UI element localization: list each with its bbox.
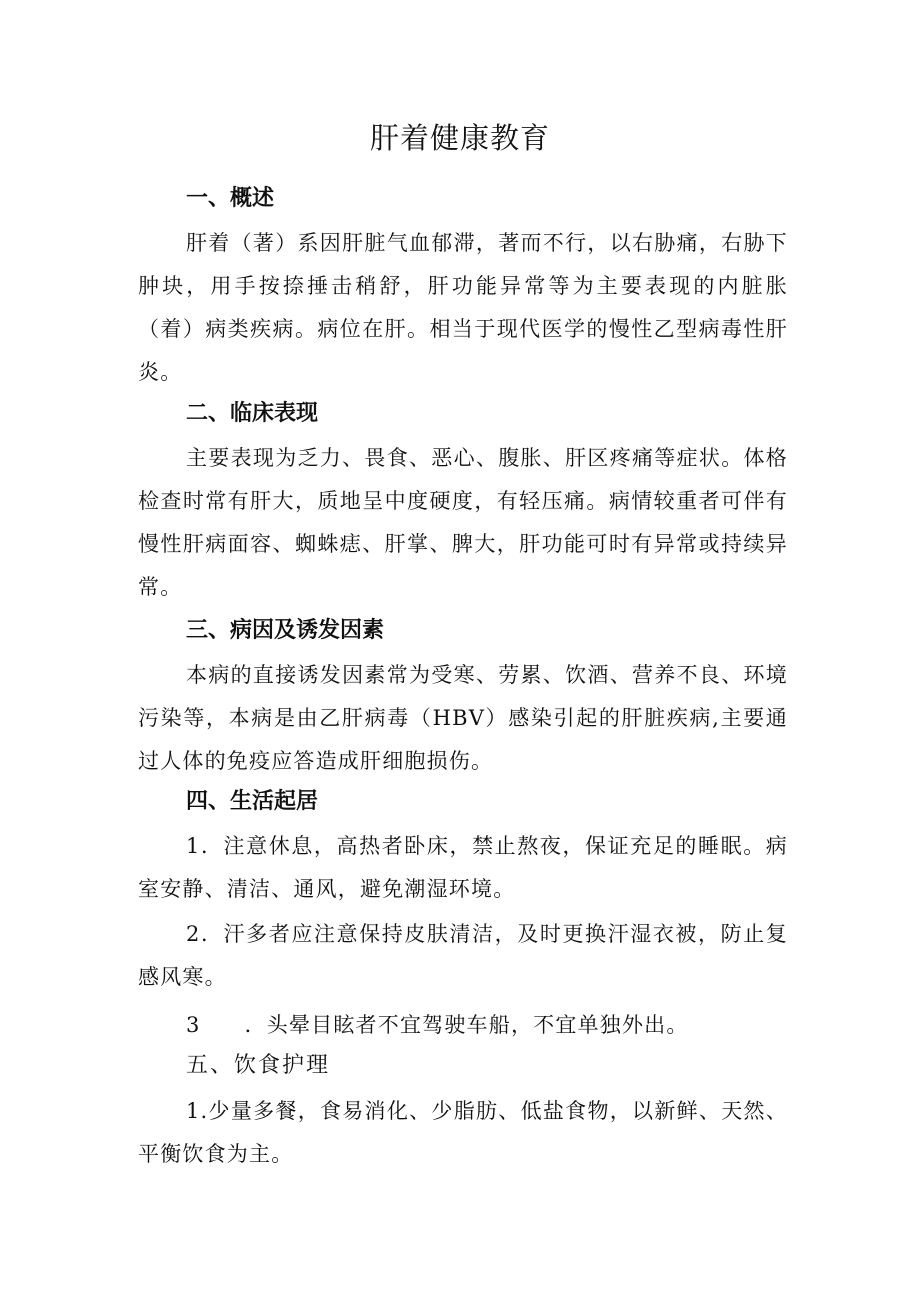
paragraph-daily-life-3 (186, 1010, 689, 1040)
section-heading-clinical: 二、临床表现 (186, 401, 319, 426)
paragraph-overview: 肝着（著）系因肝脏气血郁滞，著而不行，以右胁痛，右胁下肿块，用手按捺捶击稍舒，肝功能异常等为主要表现的内脏胀（着）病类疾病。病位在肝。相当于现代医学的慢性乙型病毒性肝炎。 (138, 231, 788, 384)
section-heading-causes: 三、病因及诱发因素 (186, 618, 385, 643)
paragraph-diet-1: 1.少量多餐，食易消化、少脂肪、低盐食物，以新鲜、天然、平衡饮食为主。 (138, 1099, 788, 1166)
paragraph-daily-life-2: 2．汗多者应注意保持皮肤清洁，及时更换汗湿衣被，防止复感风寒。 (138, 922, 788, 989)
list-text: ．头晕目眩者不宜驾驶车船，不宜单独外出。 (244, 1013, 689, 1037)
section-heading-daily-life: 四、生活起居 (186, 789, 319, 814)
paragraph-clinical: 主要表现为乏力、畏食、恶心、腹胀、肝区疼痛等症状。体格检查时常有肝大，质地呈中度硬度，有轻压痛。病情较重者可伴有慢性肝病面容、蜘蛛痣、肝掌、脾大，肝功能可时有异常或持续异常。 (138, 446, 788, 599)
section-heading-diet: 五、饮食护理 (186, 1053, 331, 1078)
list-number: 3 (186, 1013, 201, 1037)
paragraph-daily-life-1: 1．注意休息，高热者卧床，禁止熬夜，保证充足的睡眠。病室安静、清洁、通风，避免潮湿环境。 (138, 834, 788, 901)
paragraph-causes: 本病的直接诱发因素常为受寒、劳累、饮酒、营养不良、环境污染等，本病是由乙肝病毒（HBV）感染引起的肝脏疾病,主要通过人体的免疫应答造成肝细胞损伤。 (138, 663, 788, 773)
document-title: 肝着健康教育 (369, 121, 550, 155)
section-heading-overview: 一、概述 (186, 186, 275, 211)
